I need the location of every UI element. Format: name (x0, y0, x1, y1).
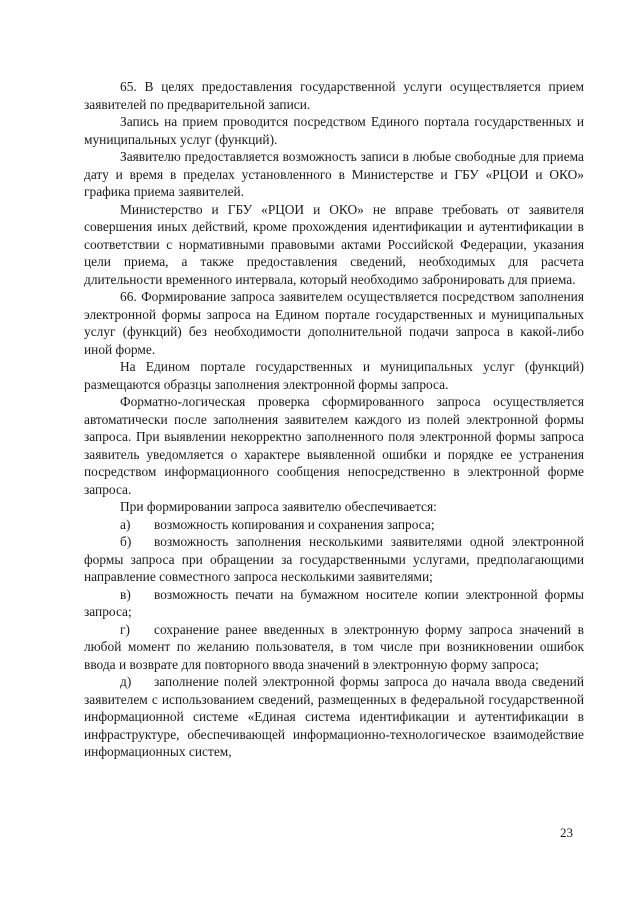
list-item-v (84, 586, 584, 621)
list-marker: г) (120, 621, 130, 637)
paragraph-list-intro: При формировании запроса заявителю обеспечивается: (120, 499, 437, 514)
paragraph-validation: Форматно-логическая проверка сформированного запроса осуществляется автоматически после заполнения заявителем каждого из полей электронной формы запроса. При выявлении некорректно заполненного поля электронной формы запроса заявитель уведомляется о характере выявленной ошибки и порядке ее устранения посредством информационного сообщения непосредственно в электронной форме запроса. (84, 394, 584, 497)
list-item-text: заполнение полей электронной формы запроса до начала ввода сведений заявителем с использованием сведений, размещенных в федеральной государственной информационной системе «Единая система идентификации и аутентификации в инфраструктуре, обеспечивающей информационно-технологическое взаимодействие информационных систем, (84, 674, 584, 759)
list-item-text: возможность копирования и сохранения запроса; (154, 516, 435, 532)
list-marker: в) (120, 586, 131, 602)
list-marker: а) (120, 516, 131, 532)
page-number: 23 (560, 825, 573, 840)
paragraph-65: 65. В целях предоставления государственной услуги осуществляется прием заявителей по предварительной записи. (84, 79, 584, 112)
document-page (84, 78, 584, 761)
list-item-b (84, 533, 584, 586)
paragraph-time-slot: Заявителю предоставляется возможность записи в любые свободные для приема дату и время в пределах установленного в Министерстве и ГБУ «РЦОИ и ОКО» графика приема заявителей. (84, 149, 584, 199)
paragraph-restrictions: Министерство и ГБУ «РЦОИ и ОКО» не вправе требовать от заявителя совершения иных действий, кроме прохождения идентификации и аутентификации в соответствии с нормативными правовыми актами Российской Федерации, указания цели приема, а также предоставления сведений, необходимых для расчета длительности временного интервала, который необходимо забронировать для приема. (84, 201, 584, 287)
list-item-text: возможность печати на бумажном носителе копии электронной формы запроса; (84, 586, 584, 619)
list-item-a (84, 516, 584, 534)
paragraph-66: 66. Формирование запроса заявителем осуществляется посредством заполнения электронной формы запроса на Едином портале государственных и муниципальных услуг (функций) без необходимости дополнительной подачи запроса в какой-либо иной форме. (84, 289, 584, 357)
list-item-g (84, 621, 584, 674)
list-marker: д) (120, 674, 132, 689)
list-item-text: возможность заполнения несколькими заявителями одной электронной формы запроса при обращении за государственными услугами, предполагающими направление совместного запроса несколькими заявителями; (84, 534, 584, 584)
list-item-d (84, 673, 584, 761)
list-marker: б) (120, 534, 132, 549)
paragraph-booking: Запись на прием проводится посредством Единого портала государственных и муниципальных услуг (функций). (84, 114, 584, 147)
list-item-text: сохранение ранее введенных в электронную форму запроса значений в любой момент по желанию пользователя, в том числе при возникновении ошибок ввода и возврате для повторного ввода значений в электронную форму запроса; (84, 621, 584, 672)
paragraph-samples: На Едином портале государственных и муниципальных услуг (функций) размещаются образцы заполнения электронной формы запроса. (84, 359, 584, 392)
